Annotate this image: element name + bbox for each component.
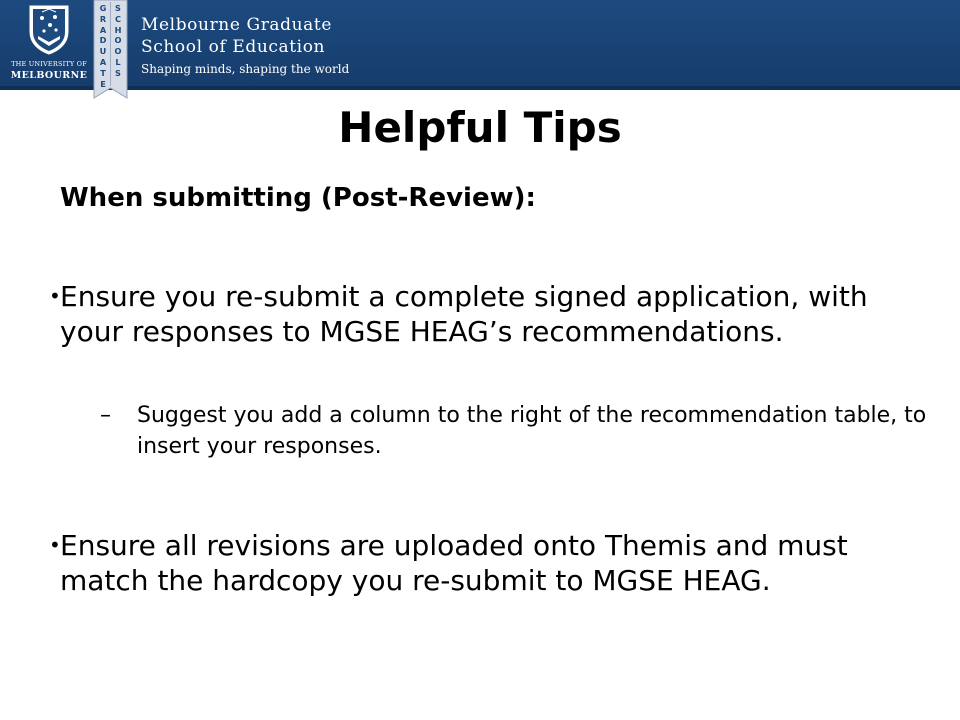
bookmark-letter: T xyxy=(100,67,106,78)
bookmark-letter: E xyxy=(100,78,106,89)
bookmark-ribbon-icon xyxy=(93,0,128,100)
bookmark-letter: U xyxy=(99,46,107,57)
sub-bullet-text: Suggest you add a column to the right of the recommendation table, to insert your responses. xyxy=(137,403,927,459)
university-name-line2: MELBOURNE xyxy=(10,70,88,81)
bullet-text: Ensure all revisions are uploaded onto Themis and must match the hardcopy you re-submit to MGSE HEAG. xyxy=(60,529,848,597)
bullet-item xyxy=(49,279,920,349)
bullet-text: Ensure you re-submit a complete signed application, with your responses to MGSE HEAG’s recommendations. xyxy=(60,280,868,348)
bookmark-letter: D xyxy=(99,35,107,46)
bookmark-letter: A xyxy=(99,56,107,67)
slide-title: Helpful Tips xyxy=(338,103,622,152)
school-name-line1: Melbourne Graduate xyxy=(141,15,333,35)
sub-bullet-item xyxy=(100,400,927,462)
banner-bottom-stripe xyxy=(0,86,960,90)
university-logo xyxy=(10,4,88,86)
bookmark-letter: C xyxy=(114,13,121,24)
bullet-dot-icon: • xyxy=(49,284,61,308)
university-name-line1: THE UNIVERSITY OF xyxy=(11,60,87,68)
bookmark-letter: R xyxy=(99,13,107,24)
school-tagline: Shaping minds, shaping the world xyxy=(141,62,350,76)
bullet-item xyxy=(49,528,920,598)
bookmark-letter: A xyxy=(99,24,107,35)
sub-bullet-dash-icon: – xyxy=(100,403,111,428)
bookmark-letter: O xyxy=(114,46,122,57)
university-crest-icon xyxy=(28,4,70,56)
school-name-line2: School of Education xyxy=(141,37,326,57)
bookmark-letter: G xyxy=(99,3,107,13)
bookmark-letter: H xyxy=(114,24,122,35)
header-banner xyxy=(0,0,960,90)
bookmark-letter: S xyxy=(115,3,121,13)
section-subheading: When submitting (Post-Review): xyxy=(60,183,536,213)
bookmark-letter: S xyxy=(115,67,121,78)
bullet-dot-icon: • xyxy=(49,533,61,557)
bookmark-letter: L xyxy=(115,56,121,67)
bookmark-letter: O xyxy=(114,35,122,46)
